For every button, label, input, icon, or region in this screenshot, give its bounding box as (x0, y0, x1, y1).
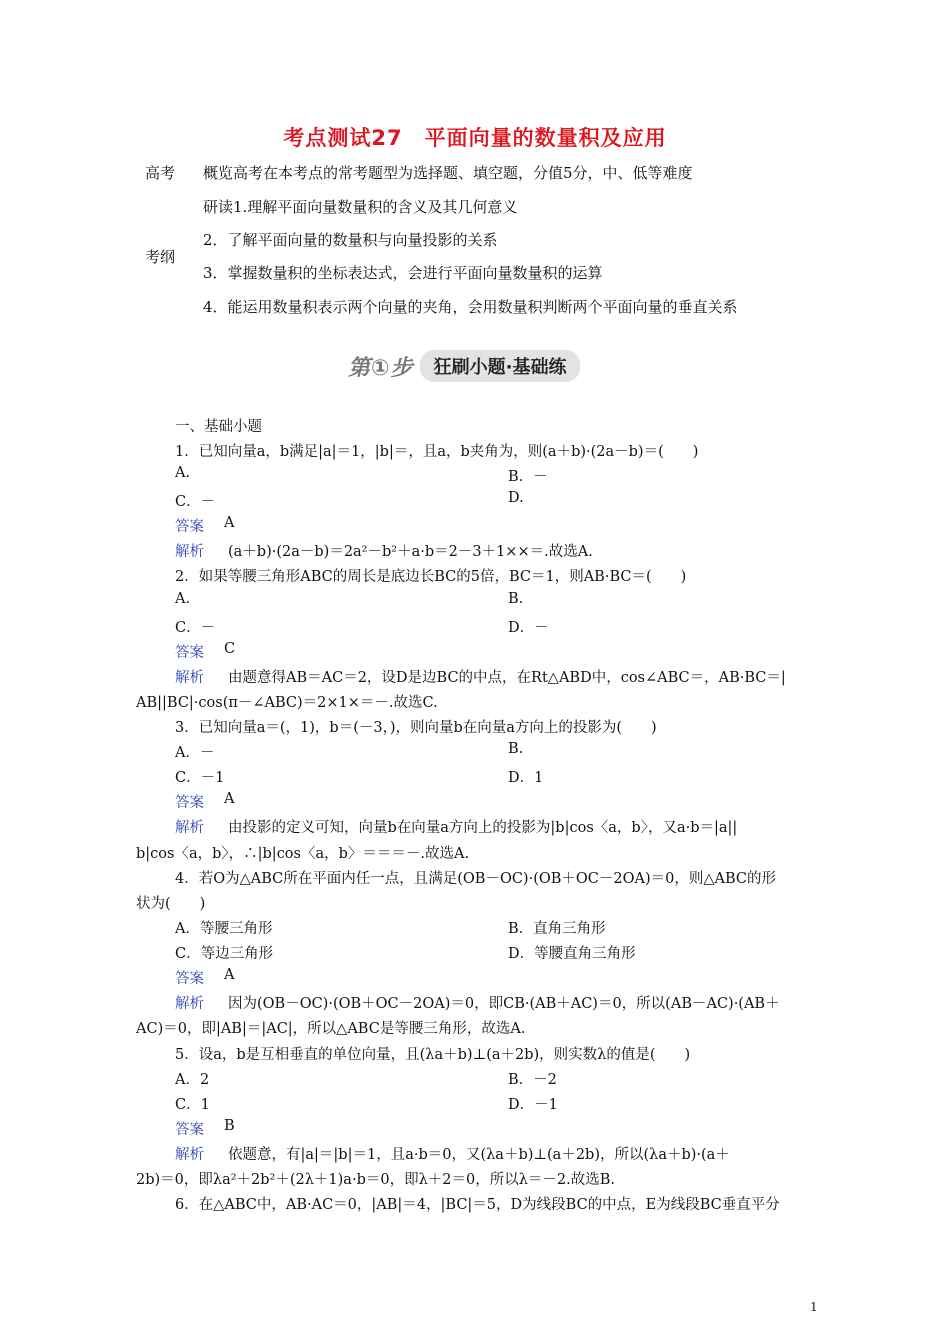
answer-value: A (224, 515, 235, 531)
option-d: D．1 (508, 770, 544, 786)
option-c: C．－ (175, 620, 216, 636)
header-line: 研读1.理解平面向量数量积的含义及其几何意义 (203, 198, 518, 216)
analysis-text: 由投影的定义可知，向量b在向量a方向上的投影为|b|cos〈a，b〉，又a·b＝|a|| (228, 820, 738, 836)
answer-value: A (224, 967, 235, 983)
page-title: 考点测试27 平面向量的数量积及应用 (283, 126, 667, 150)
option-c: C．－1 (175, 770, 225, 786)
answer-label: 答案 (175, 971, 204, 987)
header-line: 4．能运用数量积表示两个向量的夹角，会用数量积判断两个平面向量的垂直关系 (203, 298, 738, 316)
syllabus-label: 考纲 (145, 248, 176, 266)
option-b: B．－ (508, 469, 548, 485)
option-a: A．2 (175, 1072, 210, 1088)
option-d: D．－ (508, 620, 549, 636)
answer-value: B (224, 1118, 235, 1134)
option-a: A．－ (175, 745, 215, 761)
analysis-label: 解析 (175, 670, 204, 686)
question-stem: 状为( ) (136, 896, 206, 912)
option-c: C．－ (175, 494, 216, 510)
analysis-text: b|cos〈a，b〉，∴|b|cos〈a，b〉＝＝＝－.故选A. (136, 846, 470, 862)
option-c: C．1 (175, 1097, 210, 1113)
header-line: 3．掌握数量积的坐标表达式，会进行平面向量数量积的运算 (203, 264, 603, 282)
step-label: 第①步 (348, 355, 414, 381)
question-stem: 3．已知向量a＝(，1)，b＝(－3，)，则向量b在向量a方向上的投影为( ) (175, 720, 657, 736)
option-b: B．－2 (508, 1072, 557, 1088)
option-b: B．直角三角形 (508, 921, 606, 937)
analysis-text: AB||BC|·cos(π－∠ABC)＝2×1×＝－.故选C. (136, 695, 438, 711)
analysis-label: 解析 (175, 1147, 204, 1163)
analysis-text: 因为(OB－OC)·(OB＋OC－2OA)＝0，即CB·(AB＋AC)＝0，所以(AB－AC)·(AB＋ (228, 996, 780, 1012)
header-line: 2．了解平面向量的数量积与向量投影的关系 (203, 231, 498, 249)
analysis-text: 由题意得AB＝AC＝2，设D是边BC的中点，在Rt△ABD中，cos∠ABC＝，AB·BC＝| (228, 670, 786, 686)
page-number: 1 (810, 1300, 818, 1314)
answer-label: 答案 (175, 645, 204, 661)
question-stem: 4．若O为△ABC所在平面内任一点，且满足(OB－OC)·(OB＋OC－2OA)＝0，则△ABC的形 (175, 871, 776, 887)
analysis-text: 2b)＝0，即λa²＋2b²＋(2λ＋1)a·b＝0，即λ＋2＝0，所以λ＝－2.故选B. (136, 1172, 616, 1188)
analysis-label: 解析 (175, 996, 204, 1012)
analysis-label: 解析 (175, 820, 204, 836)
answer-label: 答案 (175, 519, 204, 535)
header-line: 概览高考在本考点的常考题型为选择题、填空题，分值5分，中、低等难度 (203, 164, 693, 182)
answer-value: A (224, 791, 235, 807)
section-heading: 一、基础小题 (175, 419, 262, 435)
step-banner (348, 350, 580, 382)
step-subtitle: 狂刷小题·基础练 (420, 350, 581, 382)
question-stem: 6．在△ABC中，AB·AC＝0，|AB|＝4，|BC|＝5，D为线段BC的中点，E为线段BC垂直平分 (175, 1197, 780, 1213)
question-stem: 5．设a，b是互相垂直的单位向量，且(λa＋b)⊥(a＋2b)，则实数λ的值是( ) (175, 1047, 691, 1063)
option-b: B. (508, 591, 524, 607)
option-d: D．－1 (508, 1097, 558, 1113)
exam-label: 高考 (145, 164, 176, 182)
option-c: C．等边三角形 (175, 946, 274, 962)
analysis-text: 依题意，有|a|＝|b|＝1，且a·b＝0，又(λa＋b)⊥(a＋2b)，所以(λa＋b)·(a＋ (228, 1147, 730, 1163)
option-b: B. (508, 741, 524, 757)
answer-value: C (224, 641, 236, 657)
analysis-text: (a＋b)·(2a－b)＝2a²－b²＋a·b＝2－3＋1××＝.故选A. (228, 544, 593, 560)
answer-label: 答案 (175, 1122, 204, 1138)
question-stem: 2．如果等腰三角形ABC的周长是底边长BC的5倍，BC＝1，则AB·BC＝( ) (175, 569, 687, 585)
option-d: D．等腰直角三角形 (508, 946, 636, 962)
option-a: A. (175, 591, 191, 607)
option-a: A．等腰三角形 (175, 921, 273, 937)
analysis-label: 解析 (175, 544, 204, 560)
answer-label: 答案 (175, 795, 204, 811)
option-a: A. (175, 465, 191, 481)
question-stem: 1．已知向量a，b满足|a|＝1，|b|＝，且a，b夹角为，则(a＋b)·(2a－b)＝( ) (175, 444, 699, 460)
option-d: D. (508, 490, 524, 506)
analysis-text: AC)＝0，即|AB|＝|AC|，所以△ABC是等腰三角形，故选A. (136, 1021, 526, 1037)
